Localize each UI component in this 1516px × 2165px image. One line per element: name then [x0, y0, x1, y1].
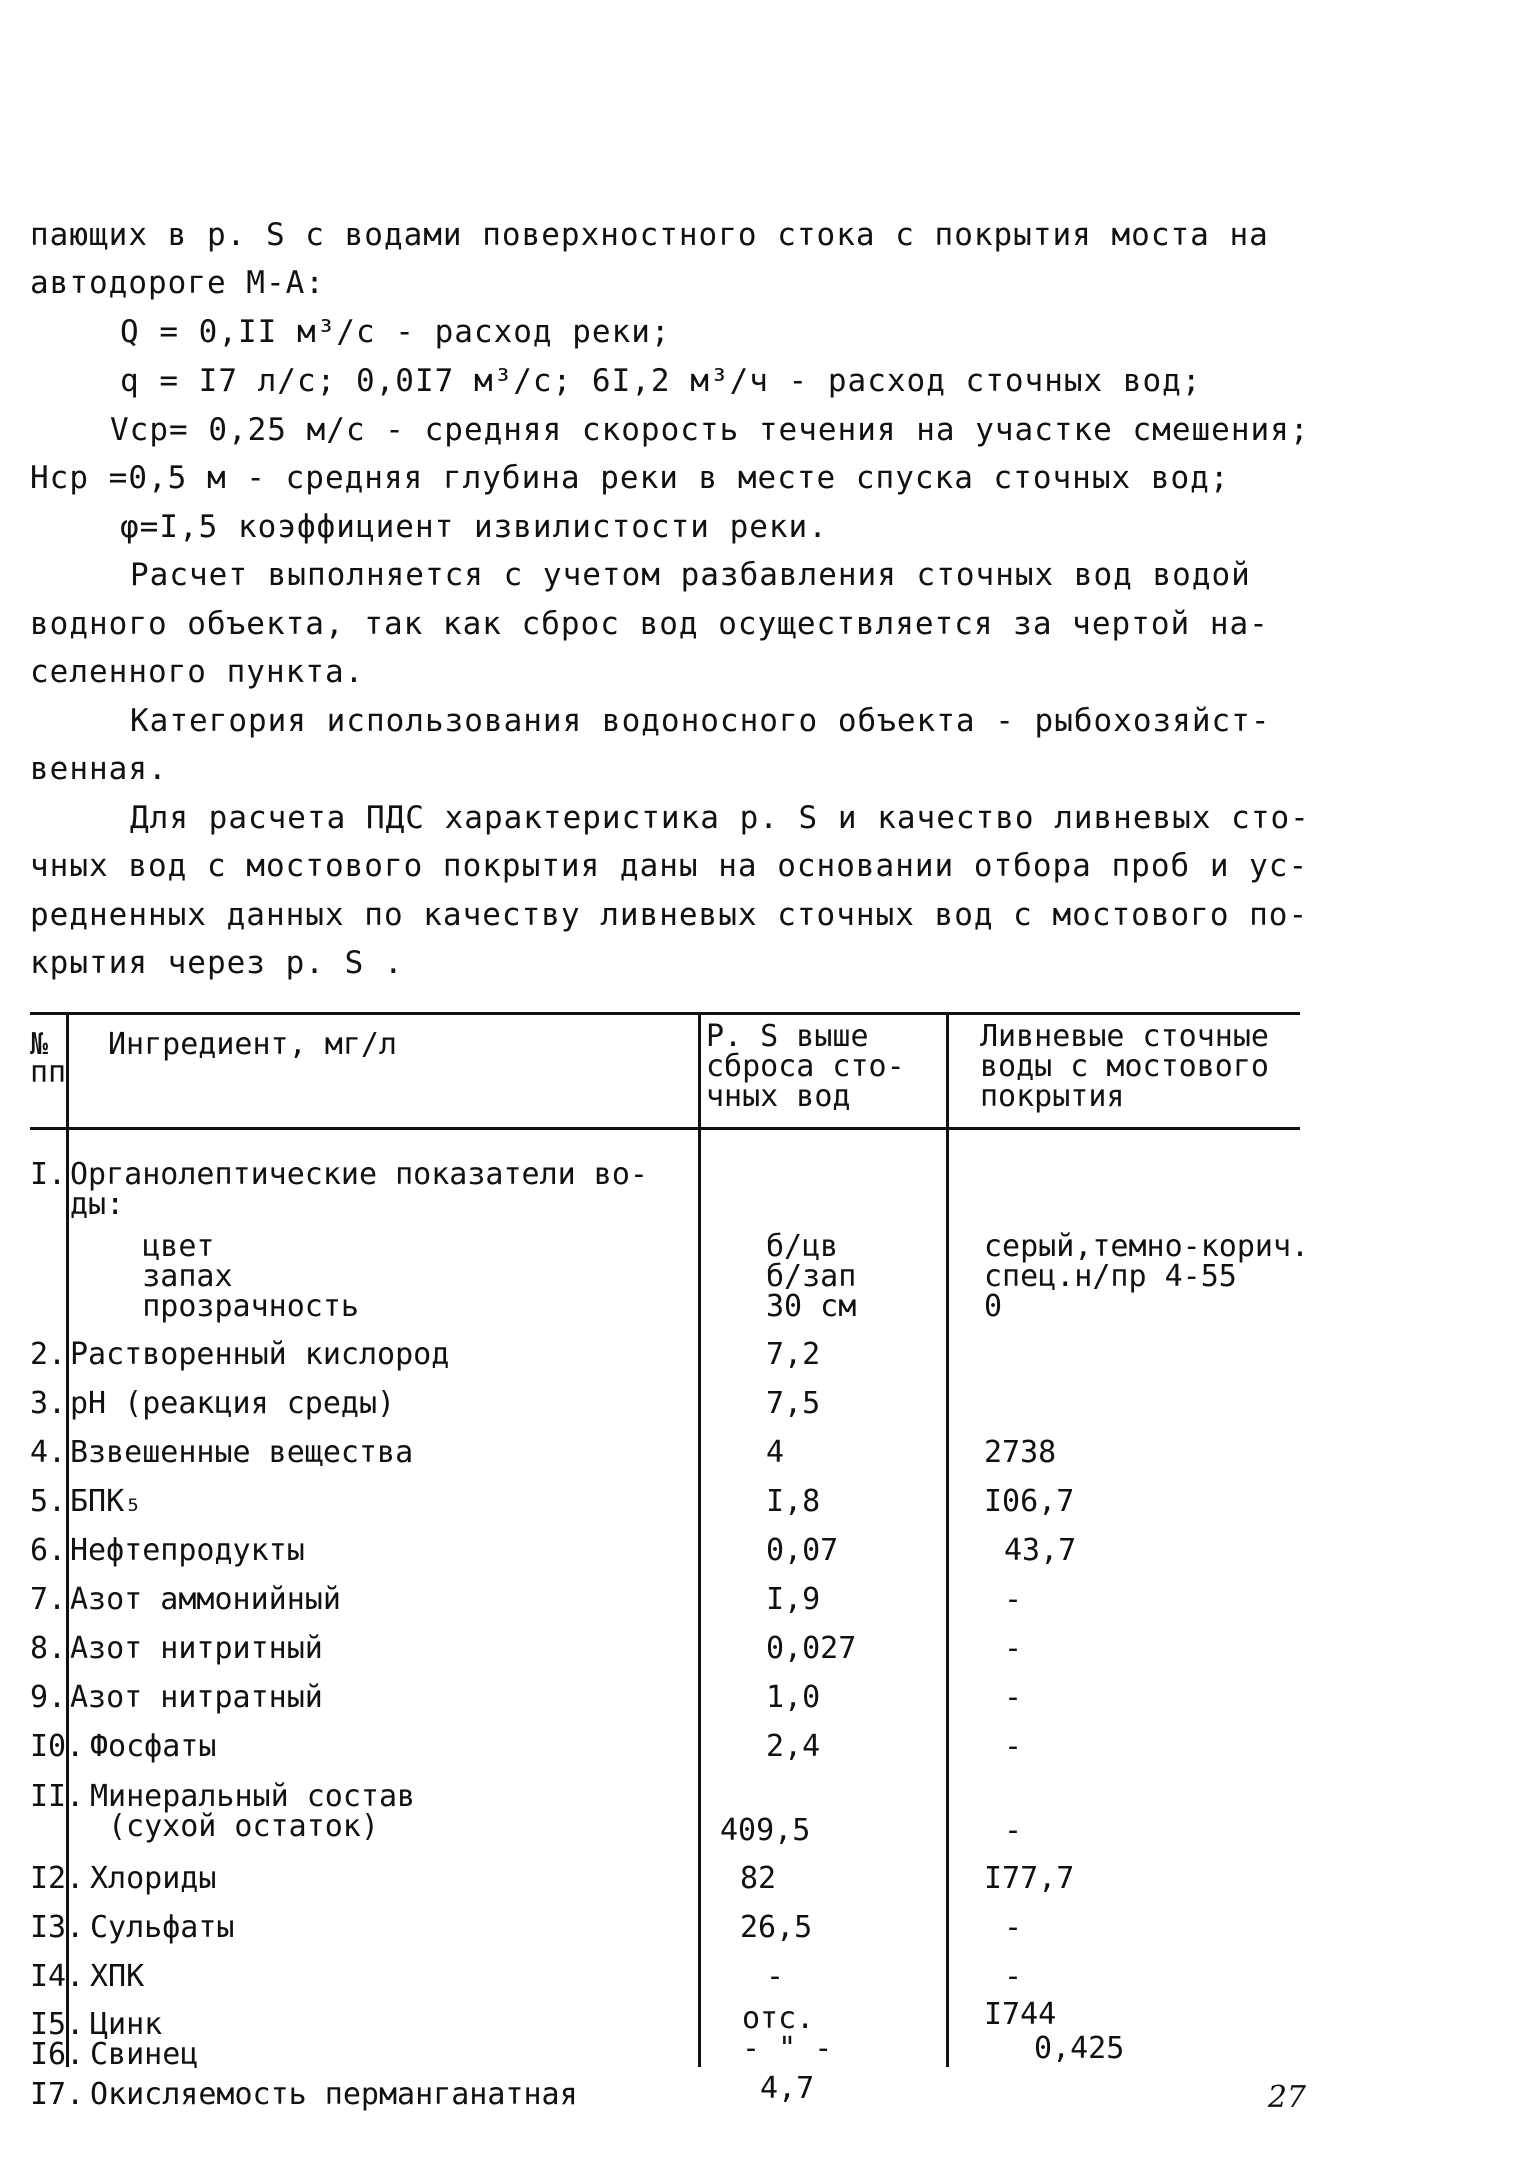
river-value: 4 [766, 1435, 785, 1470]
storm-value: - [1004, 1910, 1023, 1945]
row-num: 8. [30, 1631, 67, 1666]
paragraph-line: чных вод с мостового покрытия даны на основании отбора проб и ус- [30, 848, 1309, 884]
river-value: 82 [740, 1861, 777, 1896]
row-name: Азот нитритный [70, 1631, 323, 1666]
storm-value: серый,темно-корич. [984, 1229, 1310, 1264]
row-name: ды: [70, 1187, 125, 1222]
paragraph-line: Расчет выполняется с учетом разбавления сточных вод водой [130, 557, 1251, 593]
river-value: отс. [742, 2001, 815, 2036]
header-ingredient: Ингредиент, мг/л [108, 1027, 397, 1062]
row-num: I4. [30, 1959, 85, 1994]
header-storm: воды с мостового [980, 1049, 1269, 1084]
storm-value: - [1004, 1959, 1023, 1994]
river-value: I,9 [766, 1582, 821, 1617]
storm-value: - [1004, 1729, 1023, 1764]
row-num: II. [30, 1779, 85, 1814]
header-storm: Ливневые сточные [980, 1019, 1269, 1054]
row-name: цвет [70, 1229, 215, 1264]
column-divider [66, 1012, 69, 2067]
paragraph-line: Для расчета ПДС характеристика р. Ѕ и качество ливневых сто- [130, 800, 1310, 836]
storm-value: 0 [984, 1289, 1003, 1324]
row-num: I3. [30, 1910, 85, 1945]
row-num: I6. [30, 2037, 85, 2072]
row-name: рН (реакция среды) [70, 1386, 396, 1421]
river-value: 4,7 [760, 2071, 815, 2106]
river-value: 26,5 [740, 1910, 813, 1945]
river-value: 2,4 [766, 1729, 821, 1764]
row-name: Азот нитратный [70, 1680, 323, 1715]
storm-value: - [1004, 1813, 1023, 1848]
header-river: Р. Ѕ выше [706, 1019, 869, 1054]
storm-value: I744 [984, 1997, 1057, 2032]
storm-value: I06,7 [984, 1484, 1075, 1519]
text-line: пающих в р. Ѕ с водами поверхностного стока с покрытия моста на [30, 217, 1269, 253]
row-name: Минеральный состав [90, 1779, 416, 1814]
header-river: сброса сто- [706, 1049, 905, 1084]
param-line: Vср= 0,25 м/с - средняя скорость течения на участке смешения; [110, 412, 1310, 448]
storm-value: - [1004, 1582, 1023, 1617]
river-value: - [766, 1959, 785, 1994]
param-line: Q = 0,II м³/с - расход реки; [120, 314, 671, 350]
paragraph-line: водного объекта, так как сброс вод осуществляется за чертой на- [30, 606, 1269, 642]
row-num: 2. [30, 1337, 67, 1372]
row-name: запах [70, 1259, 233, 1294]
storm-value: - [1004, 1680, 1023, 1715]
row-num: I0. [30, 1729, 85, 1764]
river-value: I,8 [766, 1484, 821, 1519]
row-name: Фосфаты [90, 1729, 217, 1764]
header-num: № [30, 1027, 49, 1062]
row-name: Растворенный кислород [70, 1337, 450, 1372]
column-divider [698, 1012, 701, 2067]
param-line: Нср =0,5 м - средняя глубина реки в месте спуска сточных вод; [30, 460, 1230, 496]
river-value: 30 см [766, 1289, 857, 1324]
paragraph-line: венная. [30, 751, 168, 787]
row-name: Органолептические показатели во- [70, 1157, 648, 1192]
row-num: 3. [30, 1386, 67, 1421]
storm-value: 2738 [984, 1435, 1057, 1470]
row-num: I2. [30, 1861, 85, 1896]
row-num: 5. [30, 1484, 67, 1519]
header-storm: покрытия [980, 1079, 1125, 1114]
river-value: 1,0 [766, 1680, 821, 1715]
table-top-rule [30, 1012, 1300, 1015]
row-name: Цинк [90, 2007, 163, 2042]
param-line: φ=I,5 коэффициент извилистости реки. [120, 509, 828, 545]
param-line: q = I7 л/с; 0,0I7 м³/с; 6I,2 м³/ч - расход сточных вод; [120, 363, 1202, 399]
row-name: БПК₅ [70, 1484, 143, 1519]
river-value: 7,5 [766, 1386, 821, 1421]
table-header-rule [30, 1127, 1300, 1130]
header-river: чных вод [706, 1079, 851, 1114]
river-value: б/зап [766, 1259, 857, 1294]
paragraph-line: Категория использования водоносного объекта - рыбохозяйст- [130, 703, 1271, 739]
river-value: 409,5 [720, 1813, 811, 1848]
river-value: 7,2 [766, 1337, 821, 1372]
text-line: автодороге М-А: [30, 265, 325, 301]
paragraph-line: селенного пункта. [30, 654, 365, 690]
row-num: I. [30, 1157, 67, 1192]
row-num: I5. [30, 2007, 85, 2042]
paragraph-line: редненных данных по качеству ливневых сточных вод с мостового по- [30, 897, 1309, 933]
row-num: I7. [30, 2077, 85, 2112]
row-name: (сухой остаток) [108, 1809, 379, 1844]
river-value: 0,07 [766, 1533, 839, 1568]
page-number: 27 [1267, 2080, 1306, 2115]
column-divider [946, 1012, 949, 2067]
storm-value: - [1004, 1631, 1023, 1666]
storm-value: 43,7 [1004, 1533, 1077, 1568]
row-name: прозрачность [70, 1289, 359, 1324]
storm-value: 0,425 [1034, 2031, 1125, 2066]
river-value: б/цв [766, 1229, 839, 1264]
storm-value: I77,7 [984, 1861, 1075, 1896]
header-num: пп [30, 1055, 67, 1090]
row-num: 4. [30, 1435, 67, 1470]
row-name: Нефтепродукты [70, 1533, 305, 1568]
row-name: Азот аммонийный [70, 1582, 341, 1617]
paragraph-line: крытия через р. Ѕ . [30, 945, 404, 981]
row-num: 7. [30, 1582, 67, 1617]
row-name: Хлориды [90, 1861, 217, 1896]
river-value: - " - [742, 2031, 833, 2066]
row-num: 9. [30, 1680, 67, 1715]
row-name: Свинец [90, 2037, 199, 2072]
river-value: 0,027 [766, 1631, 857, 1666]
row-name: Сульфаты [90, 1910, 235, 1945]
row-name: Окисляемость перманганатная [90, 2077, 578, 2112]
row-name: Взвешенные вещества [70, 1435, 414, 1470]
row-name: ХПК [90, 1959, 145, 1994]
row-num: 6. [30, 1533, 67, 1568]
storm-value: спец.н/пр 4-55 [984, 1259, 1237, 1294]
